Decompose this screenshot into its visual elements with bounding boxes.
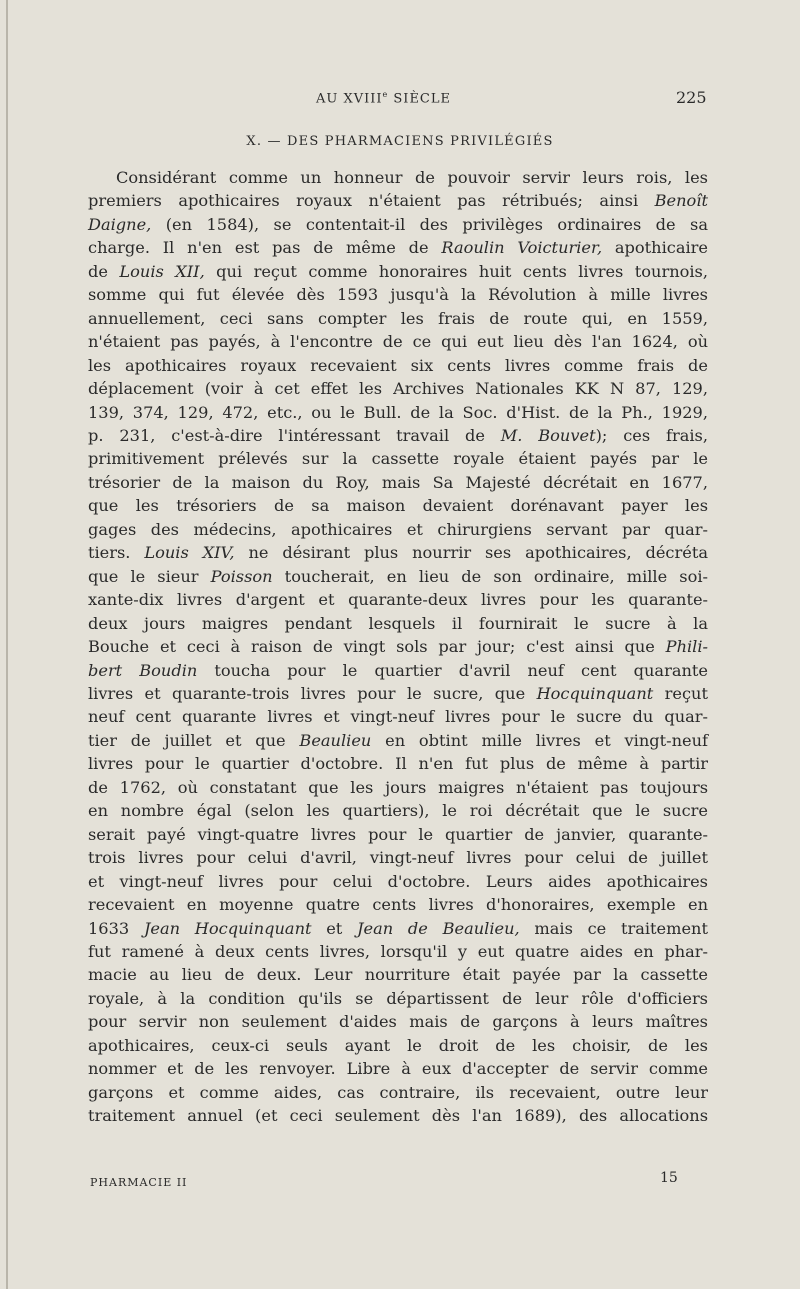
- text-run: en obtint mille livres et vingt-neuf: [371, 730, 708, 750]
- text-line: [88, 705, 708, 728]
- text-run: livres pour le quartier d'octobre. Il n'en fut plus de même à partir: [88, 754, 708, 774]
- text-run: ); ces frais,: [595, 425, 708, 445]
- italic-name: M. Bouvet: [500, 425, 596, 445]
- text-run: apothicaire: [602, 238, 708, 258]
- text-line: [88, 447, 708, 470]
- text-run: tiers.: [88, 543, 145, 563]
- text-line: [88, 471, 708, 494]
- running-title-superscript: e: [382, 90, 389, 99]
- text-line: [88, 752, 708, 775]
- text-line: [88, 799, 708, 822]
- text-run: pour servir non seulement d'aides mais de garçons à leurs maîtres: [88, 1012, 708, 1032]
- text-run: (en 1584), se contentait-il des privilèges ordinaires de sa: [151, 214, 708, 234]
- text-line: [88, 424, 708, 447]
- page-footer: [0, 1170, 800, 1192]
- text-run: que le sieur: [88, 566, 211, 586]
- text-run: de: [88, 261, 120, 281]
- italic-name: Daigne,: [88, 214, 152, 234]
- text-line: [88, 1010, 708, 1033]
- body-paragraph: [88, 166, 708, 1128]
- text-run: nommer et de les renvoyer. Libre à eux d'accepter de servir comme: [88, 1059, 708, 1079]
- text-run: apothicaires, ceux-ci seuls ayant le droit de les choisir, de les: [88, 1035, 708, 1055]
- text-line: [88, 518, 708, 541]
- text-run: trois livres pour celui d'avril, vingt-neuf livres pour celui de juillet: [88, 848, 708, 868]
- text-run: garçons et comme aides, cas contraire, ils recevaient, outre leur: [88, 1082, 708, 1102]
- text-run: serait payé vingt-quatre livres pour le quartier de janvier, quarante-: [88, 824, 708, 844]
- text-run: et vingt-neuf livres pour celui d'octobre. Leurs aides apothicaires: [88, 871, 708, 891]
- text-line: [88, 354, 708, 377]
- text-line: [88, 729, 708, 752]
- text-run: Bouche et ceci à raison de vingt sols par jour; c'est ainsi que: [88, 637, 666, 657]
- text-run: toucherait, en lieu de son ordinaire, mille soi-: [272, 566, 708, 586]
- page-edge-shadow: [6, 0, 8, 1289]
- text-run: charge. Il n'en est pas de même de: [88, 238, 442, 258]
- text-run: xante-dix livres d'argent et quarante-deux livres pour les quarante-: [88, 590, 708, 610]
- text-line: [88, 635, 708, 658]
- italic-name: Louis XIV,: [144, 543, 235, 563]
- text-run: en nombre égal (selon les quartiers), le roi décrétait que le sucre: [88, 801, 708, 821]
- text-line: [88, 846, 708, 869]
- text-line: [88, 260, 708, 283]
- text-run: royale, à la condition qu'ils se départissent de leur rôle d'officiers: [88, 988, 708, 1008]
- text-line: [88, 940, 708, 963]
- text-run: toucha pour le quartier d'avril neuf cent quarante: [197, 660, 708, 680]
- text-line: [88, 213, 708, 236]
- text-line: [88, 682, 708, 705]
- text-line: [88, 541, 708, 564]
- text-run: n'étaient pas payés, à l'encontre de ce qui eut lieu dès l'an 1624, où: [88, 332, 708, 352]
- section-heading: X. — DES PHARMACIENS PRIVILÉGIÉS: [246, 134, 554, 149]
- text-line: [88, 1034, 708, 1057]
- text-run: Considérant comme un honneur de pouvoir servir leurs rois, les: [116, 168, 708, 187]
- text-line: [88, 1081, 708, 1104]
- text-run: premiers apothicaires royaux n'étaient pas rétribués; ainsi: [88, 191, 655, 211]
- text-run: 139, 374, 129, 472, etc., ou le Bull. de la Soc. d'Hist. de la Ph., 1929,: [88, 402, 708, 422]
- text-line: [88, 166, 708, 189]
- text-run: 1633: [88, 918, 144, 938]
- text-line: [88, 494, 708, 517]
- text-run: fut ramené à deux cents livres, lorsqu'il y eut quatre aides en phar-: [88, 941, 708, 961]
- text-run: reçut: [653, 683, 708, 703]
- text-run: recevaient en moyenne quatre cents livres d'honoraires, exemple en: [88, 895, 708, 915]
- text-line: [88, 776, 708, 799]
- text-line: [88, 236, 708, 259]
- text-run: annuellement, ceci sans compter les frais de route qui, en 1559,: [88, 308, 708, 328]
- text-line: [88, 565, 708, 588]
- italic-name: Raoulin Voicturier,: [441, 238, 603, 258]
- text-run: macie au lieu de deux. Leur nourriture était payée par la cassette: [88, 965, 708, 985]
- text-line: [88, 307, 708, 330]
- text-run: traitement annuel (et ceci seulement dès l'an 1689), des allocations: [88, 1106, 708, 1126]
- text-run: mais ce traitement: [519, 918, 708, 938]
- text-run: les apothicaires royaux recevaient six cents livres comme frais de: [88, 355, 708, 375]
- italic-name: Jean Hocquinquant: [143, 918, 312, 938]
- italic-name: Benoît: [654, 191, 708, 211]
- italic-name: Phili-: [665, 637, 708, 657]
- text-run: gages des médecins, apothicaires et chirurgiens servant par quar-: [88, 519, 708, 539]
- text-line: [88, 330, 708, 353]
- italic-name: Jean de Beaulieu,: [357, 918, 520, 938]
- text-run: neuf cent quarante livres et vingt-neuf livres pour le sucre du quar-: [88, 707, 708, 727]
- text-line: [88, 1104, 708, 1127]
- text-run: ne désirant plus nourrir ses apothicaires, décréta: [234, 543, 708, 563]
- text-line: [88, 1057, 708, 1080]
- text-run: livres et quarante-trois livres pour le sucre, que: [88, 683, 537, 703]
- text-line: [88, 659, 708, 682]
- italic-name: Poisson: [210, 566, 273, 586]
- text-line: [88, 401, 708, 424]
- text-run: trésorier de la maison du Roy, mais Sa Majesté décrétait en 1677,: [88, 472, 708, 492]
- signature-label: PHARMACIE II: [90, 1176, 188, 1189]
- text-run: deux jours maigres pendant lesquels il fournirait le sucre à la: [88, 613, 708, 633]
- italic-name: Louis XII,: [119, 261, 205, 281]
- text-run: tier de juillet et que: [88, 730, 300, 750]
- text-line: [88, 823, 708, 846]
- signature-number: 15: [660, 1170, 678, 1186]
- text-line: [88, 963, 708, 986]
- text-run: somme qui fut élevée dès 1593 jusqu'à la Révolution à mille livres: [88, 285, 708, 305]
- text-line: [88, 893, 708, 916]
- text-line: [88, 283, 708, 306]
- text-run: déplacement (voir à cet effet les Archives Nationales KK N 87, 129,: [88, 379, 708, 399]
- italic-name: Beaulieu: [299, 730, 372, 750]
- page-number: 225: [676, 88, 707, 107]
- text-line: [88, 189, 708, 212]
- text-run: de 1762, où constatant que les jours maigres n'étaient pas toujours: [88, 777, 708, 797]
- text-run: qui reçut comme honoraires huit cents livres tournois,: [204, 261, 709, 281]
- text-line: [88, 612, 708, 635]
- text-line: [88, 987, 708, 1010]
- running-head: [0, 88, 800, 110]
- running-title: [316, 90, 451, 106]
- text-run: que les trésoriers de sa maison devaient dorénavant payer les: [88, 496, 708, 516]
- running-title-rest: SIÈCLE: [388, 91, 451, 107]
- italic-name: Hocquinquant: [536, 683, 654, 703]
- text-line: [88, 870, 708, 893]
- text-run: et: [311, 918, 358, 938]
- text-line: [88, 588, 708, 611]
- text-run: p. 231, c'est-à-dire l'intéressant travail de: [88, 425, 501, 445]
- text-run: primitivement prélevés sur la cassette royale étaient payés par le: [88, 449, 708, 469]
- running-title-text: AU XVIII: [316, 91, 383, 107]
- italic-name: bert Boudin: [88, 660, 198, 680]
- text-line: [88, 917, 708, 940]
- text-line: [88, 377, 708, 400]
